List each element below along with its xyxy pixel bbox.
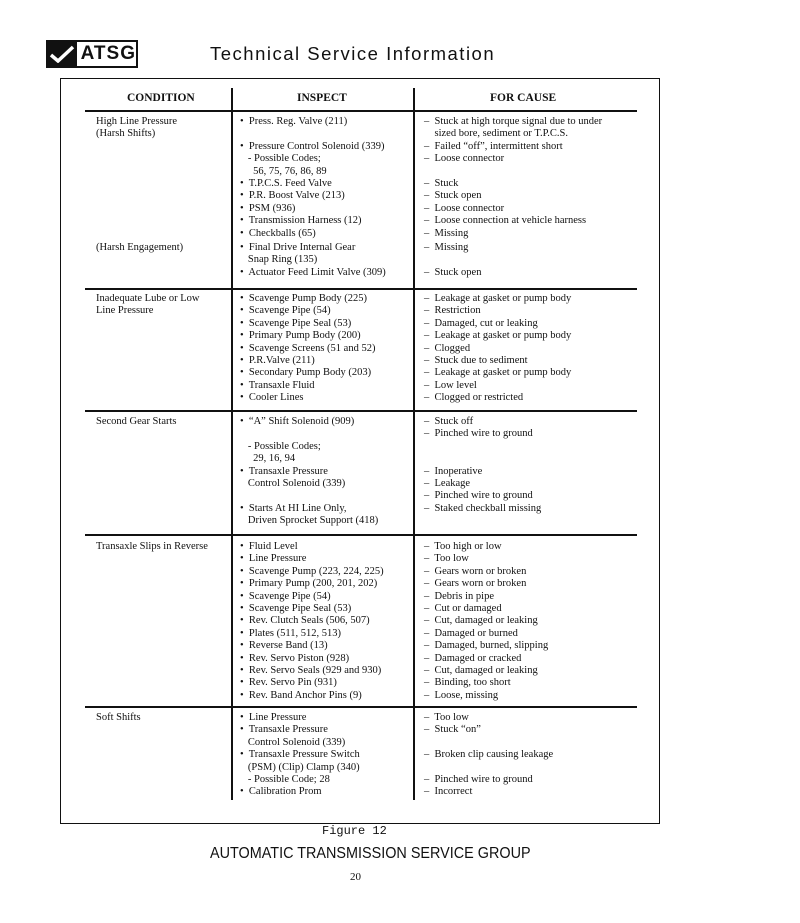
cell-inspect-line: - Possible Codes;	[240, 153, 321, 165]
cell-inspect-line: • Rev. Servo Seals (929 and 930)	[240, 665, 382, 676]
cell-cause-line: – Low level	[424, 379, 477, 391]
cell-inspect-line: • Fluid Level	[240, 541, 298, 552]
footer-text: AUTOMATIC TRANSMISSION SERVICE GROUP	[210, 845, 531, 862]
cell-inspect-line: • P.R.Valve (211)	[240, 355, 315, 366]
cell-cause-line: – Debris in pipe	[424, 590, 494, 602]
cell-condition-line: Inadequate Lube or Low	[96, 293, 200, 304]
cell-cause-line: – Loose connection at vehicle harness	[424, 215, 587, 227]
cell-cause-line: – Gears worn or broken	[424, 565, 527, 577]
cell-inspect-line: • Primary Pump Body (200)	[240, 330, 361, 342]
cell-cause-line: – Stuck “on”	[424, 724, 481, 736]
cell-cause-line: – Staked checkball missing	[424, 502, 542, 514]
cell-inspect-line: • Scavenge Pump Body (225)	[240, 293, 368, 304]
cell-inspect-line: • Scavenge Pipe Seal (53)	[240, 603, 352, 614]
section-divider	[85, 410, 637, 412]
cell-inspect-line: Control Solenoid (339)	[240, 478, 346, 489]
cell-inspect-line: • Scavenge Pipe (54)	[240, 590, 331, 602]
cell-inspect-line: • Scavenge Pipe Seal (53)	[240, 317, 352, 329]
column-header-inspect: INSPECT	[297, 92, 347, 104]
cell-inspect-line: • Transaxle Pressure	[240, 724, 328, 736]
page-number: 20	[350, 871, 361, 883]
cell-condition-line: Soft Shifts	[96, 712, 141, 723]
cell-inspect-line: 56, 75, 76, 86, 89	[240, 165, 327, 177]
cell-cause-line: – Clogged or restricted	[424, 392, 524, 404]
cell-inspect-line: • Starts At HI Line Only,	[240, 502, 347, 514]
cell-cause-line: – Stuck off	[424, 416, 474, 427]
section-divider	[85, 288, 637, 290]
cell-cause-line: – Too low	[424, 712, 469, 723]
cell-inspect-line: • Primary Pump (200, 201, 202)	[240, 578, 378, 590]
cell-cause-line: – Stuck due to sediment	[424, 355, 528, 366]
cell-inspect-line: • Press. Reg. Valve (211)	[240, 116, 348, 127]
cell-inspect-line: Control Solenoid (339)	[240, 736, 346, 748]
cell-cause-line: – Pinched wire to ground	[424, 490, 533, 502]
cell-cause-line: – Cut, damaged or leaking	[424, 615, 538, 627]
cell-inspect-line: • Pressure Control Solenoid (339)	[240, 140, 385, 152]
section-divider	[85, 534, 637, 536]
cell-cause-line: – Pinched wire to ground	[424, 774, 533, 785]
cell-inspect-line: • Transmission Harness (12)	[240, 215, 362, 227]
cell-inspect-line: • Rev. Band Anchor Pins (9)	[240, 689, 362, 701]
checkmark-icon	[48, 42, 77, 66]
cell-inspect-line: (PSM) (Clip) Clamp (340)	[240, 761, 360, 773]
cell-cause-line: – Too high or low	[424, 541, 502, 552]
cell-cause-line: – Loose connector	[424, 202, 505, 214]
cell-cause-line: – Clogged	[424, 342, 471, 354]
cell-condition-line: Transaxle Slips in Reverse	[96, 541, 208, 552]
cell-cause-line: – Inoperative	[424, 465, 483, 477]
cell-cause-line: – Stuck open	[424, 266, 482, 278]
cell-inspect-line: • Reverse Band (13)	[240, 640, 328, 652]
column-divider	[231, 88, 233, 800]
cell-cause-line: – Restriction	[424, 305, 481, 317]
cell-inspect-line: • Checkballs (65)	[240, 227, 316, 239]
cell-inspect-line: • Cooler Lines	[240, 392, 304, 404]
cell-cause-line: – Cut, damaged or leaking	[424, 665, 538, 676]
header-rule	[85, 110, 231, 112]
cell-inspect-line: • Line Pressure	[240, 712, 307, 723]
cell-condition-line: Second Gear Starts	[96, 416, 177, 427]
cell-condition-line: High Line Pressure	[96, 116, 178, 127]
header-rule	[415, 110, 637, 112]
cell-inspect-line: • Line Pressure	[240, 553, 307, 565]
cell-cause-line: – Leakage at gasket or pump body	[424, 293, 572, 304]
cell-inspect-line: • Transaxle Fluid	[240, 379, 315, 391]
cell-cause-line: – Failed “off”, intermittent short	[424, 140, 563, 152]
cell-inspect-line: • Transaxle Pressure	[240, 465, 328, 477]
cell-cause-line: – Leakage	[424, 478, 471, 489]
logo-text: ATSG	[80, 43, 136, 64]
cell-cause-line: – Gears worn or broken	[424, 578, 527, 590]
cell-condition-line: (Harsh Shifts)	[96, 128, 156, 140]
cell-inspect-line: • “A” Shift Solenoid (909)	[240, 416, 355, 427]
cell-condition-line: (Harsh Engagement)	[96, 242, 184, 253]
cell-cause-line: – Damaged, cut or leaking	[424, 317, 538, 329]
cell-cause-line: – Damaged or burned	[424, 627, 518, 639]
cell-inspect-line: • PSM (936)	[240, 202, 296, 214]
atsg-logo	[46, 40, 138, 68]
cell-inspect-line: - Possible Code; 28	[240, 774, 330, 785]
cell-inspect-line: • Transaxle Pressure Switch	[240, 749, 360, 761]
cell-inspect-line: • Rev. Servo Pin (931)	[240, 677, 337, 689]
cell-inspect-line: • Scavenge Pipe (54)	[240, 305, 331, 317]
column-header-cause: FOR CAUSE	[490, 92, 557, 104]
figure-caption: Figure 12	[322, 824, 387, 838]
cell-cause-line: – Loose connector	[424, 153, 505, 165]
cell-cause-line: – Missing	[424, 227, 469, 239]
cell-inspect-line: • Calibration Prom	[240, 786, 322, 798]
header-rule	[233, 110, 413, 112]
cell-cause-line: – Too low	[424, 553, 469, 565]
section-divider	[85, 706, 637, 708]
cell-cause-line: – Damaged or cracked	[424, 652, 522, 664]
column-divider	[413, 88, 415, 800]
column-header-condition: CONDITION	[127, 92, 195, 104]
cell-inspect-line: • Plates (511, 512, 513)	[240, 627, 341, 639]
cell-cause-line: – Missing	[424, 242, 469, 253]
cell-cause-line: – Cut or damaged	[424, 603, 502, 614]
cell-inspect-line: • Rev. Servo Piston (928)	[240, 652, 350, 664]
cell-inspect-line: • Scavenge Screens (51 and 52)	[240, 342, 376, 354]
page-title: Technical Service Information	[210, 43, 496, 64]
table-frame	[60, 78, 660, 824]
cell-cause-line: – Incorrect	[424, 786, 473, 798]
cell-cause-line: – Leakage at gasket or pump body	[424, 367, 572, 379]
cell-inspect-line: - Possible Codes;	[240, 440, 321, 452]
cell-cause-line: – Binding, too short	[424, 677, 511, 689]
cell-inspect-line: • P.R. Boost Valve (213)	[240, 190, 345, 202]
cell-inspect-line: Driven Sprocket Support (418)	[240, 515, 379, 527]
cell-inspect-line: 29, 16, 94	[240, 453, 296, 465]
cell-cause-line: – Leakage at gasket or pump body	[424, 330, 572, 342]
cell-cause-line: sized bore, sediment or T.P.C.S.	[424, 128, 568, 140]
cell-cause-line: – Broken clip causing leakage	[424, 749, 554, 761]
cell-inspect-line: • Rev. Clutch Seals (506, 507)	[240, 615, 370, 627]
cell-inspect-line: • Actuator Feed Limit Valve (309)	[240, 266, 386, 278]
cell-inspect-line: • Final Drive Internal Gear	[240, 242, 356, 253]
cell-cause-line: – Stuck at high torque signal due to under	[424, 116, 603, 127]
cell-inspect-line: • Secondary Pump Body (203)	[240, 367, 372, 379]
cell-cause-line: – Damaged, burned, slipping	[424, 640, 549, 652]
cell-condition-line: Line Pressure	[96, 305, 154, 317]
cell-inspect-line: • T.P.C.S. Feed Valve	[240, 178, 332, 189]
cell-cause-line: – Pinched wire to ground	[424, 428, 533, 440]
cell-cause-line: – Stuck open	[424, 190, 482, 202]
cell-cause-line: – Stuck	[424, 178, 459, 189]
cell-cause-line: – Loose, missing	[424, 689, 499, 701]
cell-inspect-line: Snap Ring (135)	[240, 254, 318, 266]
cell-inspect-line: • Scavenge Pump (223, 224, 225)	[240, 565, 384, 577]
